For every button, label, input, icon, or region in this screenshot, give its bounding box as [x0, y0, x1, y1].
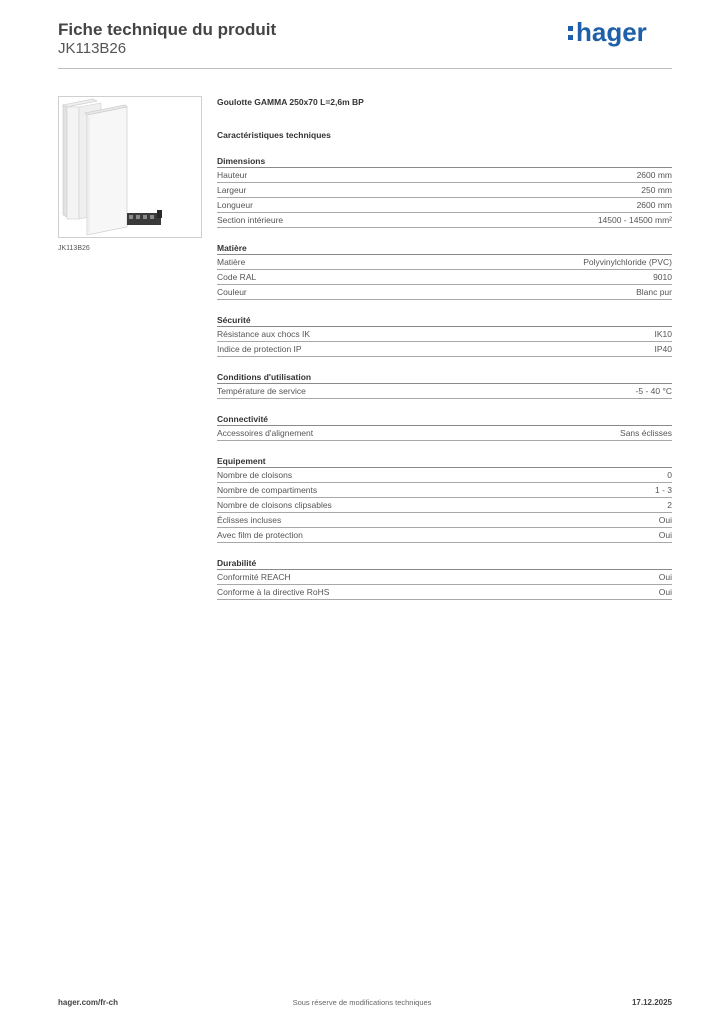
- spec-value: 14500 - 14500 mm²: [597, 215, 672, 225]
- spec-row: [217, 168, 672, 183]
- section-operating-conditions: [217, 371, 672, 399]
- spec-label: Code RAL: [217, 272, 257, 282]
- svg-text:hager: hager: [576, 17, 647, 47]
- spec-value: IK10: [654, 329, 672, 339]
- spec-value: Sans éclisses: [620, 428, 672, 438]
- section-connectivity: [217, 413, 672, 441]
- hager-logo: [566, 15, 658, 49]
- spec-label: Température de service: [217, 386, 306, 396]
- spec-row: [217, 198, 672, 213]
- section-durability: [217, 557, 672, 600]
- product-image: [58, 96, 202, 238]
- section-title: Dimensions: [217, 155, 672, 168]
- spec-content: [217, 96, 672, 600]
- spec-label: Couleur: [217, 287, 247, 297]
- spec-value: Polyvinylchloride (PVC): [583, 257, 672, 267]
- spec-label: Conformité REACH: [217, 572, 291, 582]
- spec-label: Nombre de compartiments: [217, 485, 318, 495]
- spec-label: Éclisses incluses: [217, 515, 282, 525]
- spec-value: Oui: [658, 530, 672, 540]
- spec-label: Avec film de protection: [217, 530, 303, 540]
- product-code: JK113B26: [58, 40, 127, 57]
- spec-value: 2600 mm: [636, 170, 672, 180]
- spec-row: [217, 585, 672, 600]
- spec-row: [217, 342, 672, 357]
- spec-label: Largeur: [217, 185, 247, 195]
- spec-value: Blanc pur: [636, 287, 672, 297]
- spec-label: Indice de protection IP: [217, 344, 302, 354]
- section-title: Connectivité: [217, 413, 672, 426]
- section-title: Conditions d'utilisation: [217, 371, 672, 384]
- spec-row: [217, 270, 672, 285]
- spec-label: Résistance aux chocs IK: [217, 329, 311, 339]
- spec-value: 2: [667, 500, 672, 510]
- spec-value: Oui: [658, 515, 672, 525]
- footer-date: 17.12.2025: [631, 998, 672, 1007]
- spec-row: [217, 528, 672, 543]
- section-title: Sécurité: [217, 314, 672, 327]
- section-safety: [217, 314, 672, 357]
- spec-value: Oui: [658, 587, 672, 597]
- product-name: Goulotte GAMMA 250x70 L=2,6m BP: [217, 97, 364, 107]
- clip-accessory: [127, 210, 162, 225]
- section-dimensions: [217, 155, 672, 228]
- spec-value: 1 - 3: [654, 485, 672, 495]
- spec-row: [217, 255, 672, 270]
- header-divider: [58, 68, 672, 69]
- spec-row: [217, 513, 672, 528]
- spec-value: 0: [667, 470, 672, 480]
- spec-row: [217, 384, 672, 399]
- spec-row: [217, 426, 672, 441]
- spec-label: Nombre de cloisons clipsables: [217, 500, 332, 510]
- section-equipment: [217, 455, 672, 543]
- spec-value: 2600 mm: [636, 200, 672, 210]
- spec-row: [217, 498, 672, 513]
- section-title: Durabilité: [217, 557, 672, 570]
- section-title: Equipement: [217, 455, 672, 468]
- spec-row: [217, 213, 672, 228]
- spec-row: [217, 327, 672, 342]
- spec-row: [217, 483, 672, 498]
- spec-row: [217, 570, 672, 585]
- spec-row: [217, 468, 672, 483]
- spec-label: Accessoires d'alignement: [217, 428, 314, 438]
- footer-notice: Sous réserve de modifications techniques: [292, 998, 432, 1007]
- spec-label: Section intérieure: [217, 215, 284, 225]
- spec-value: Oui: [658, 572, 672, 582]
- specs-heading: Caractéristiques techniques: [217, 130, 331, 140]
- image-caption: JK113B26: [58, 245, 90, 252]
- section-title: Matière: [217, 242, 672, 255]
- spec-value: -5 - 40 °C: [635, 386, 672, 396]
- spec-row: [217, 183, 672, 198]
- spec-row: [217, 285, 672, 300]
- spec-value: 250 mm: [641, 185, 672, 195]
- cable-trunking-illustration: [59, 97, 201, 237]
- spec-label: Nombre de cloisons: [217, 470, 293, 480]
- spec-label: Hauteur: [217, 170, 248, 180]
- footer-website-link[interactable]: hager.com/fr-ch: [58, 998, 119, 1007]
- page-title: Fiche technique du produit: [58, 20, 277, 39]
- spec-label: Matière: [217, 257, 246, 267]
- spec-value: 9010: [653, 272, 672, 282]
- spec-label: Conforme à la directive RoHS: [217, 587, 330, 597]
- spec-value: IP40: [654, 344, 672, 354]
- section-material: [217, 242, 672, 300]
- spec-label: Longueur: [217, 200, 253, 210]
